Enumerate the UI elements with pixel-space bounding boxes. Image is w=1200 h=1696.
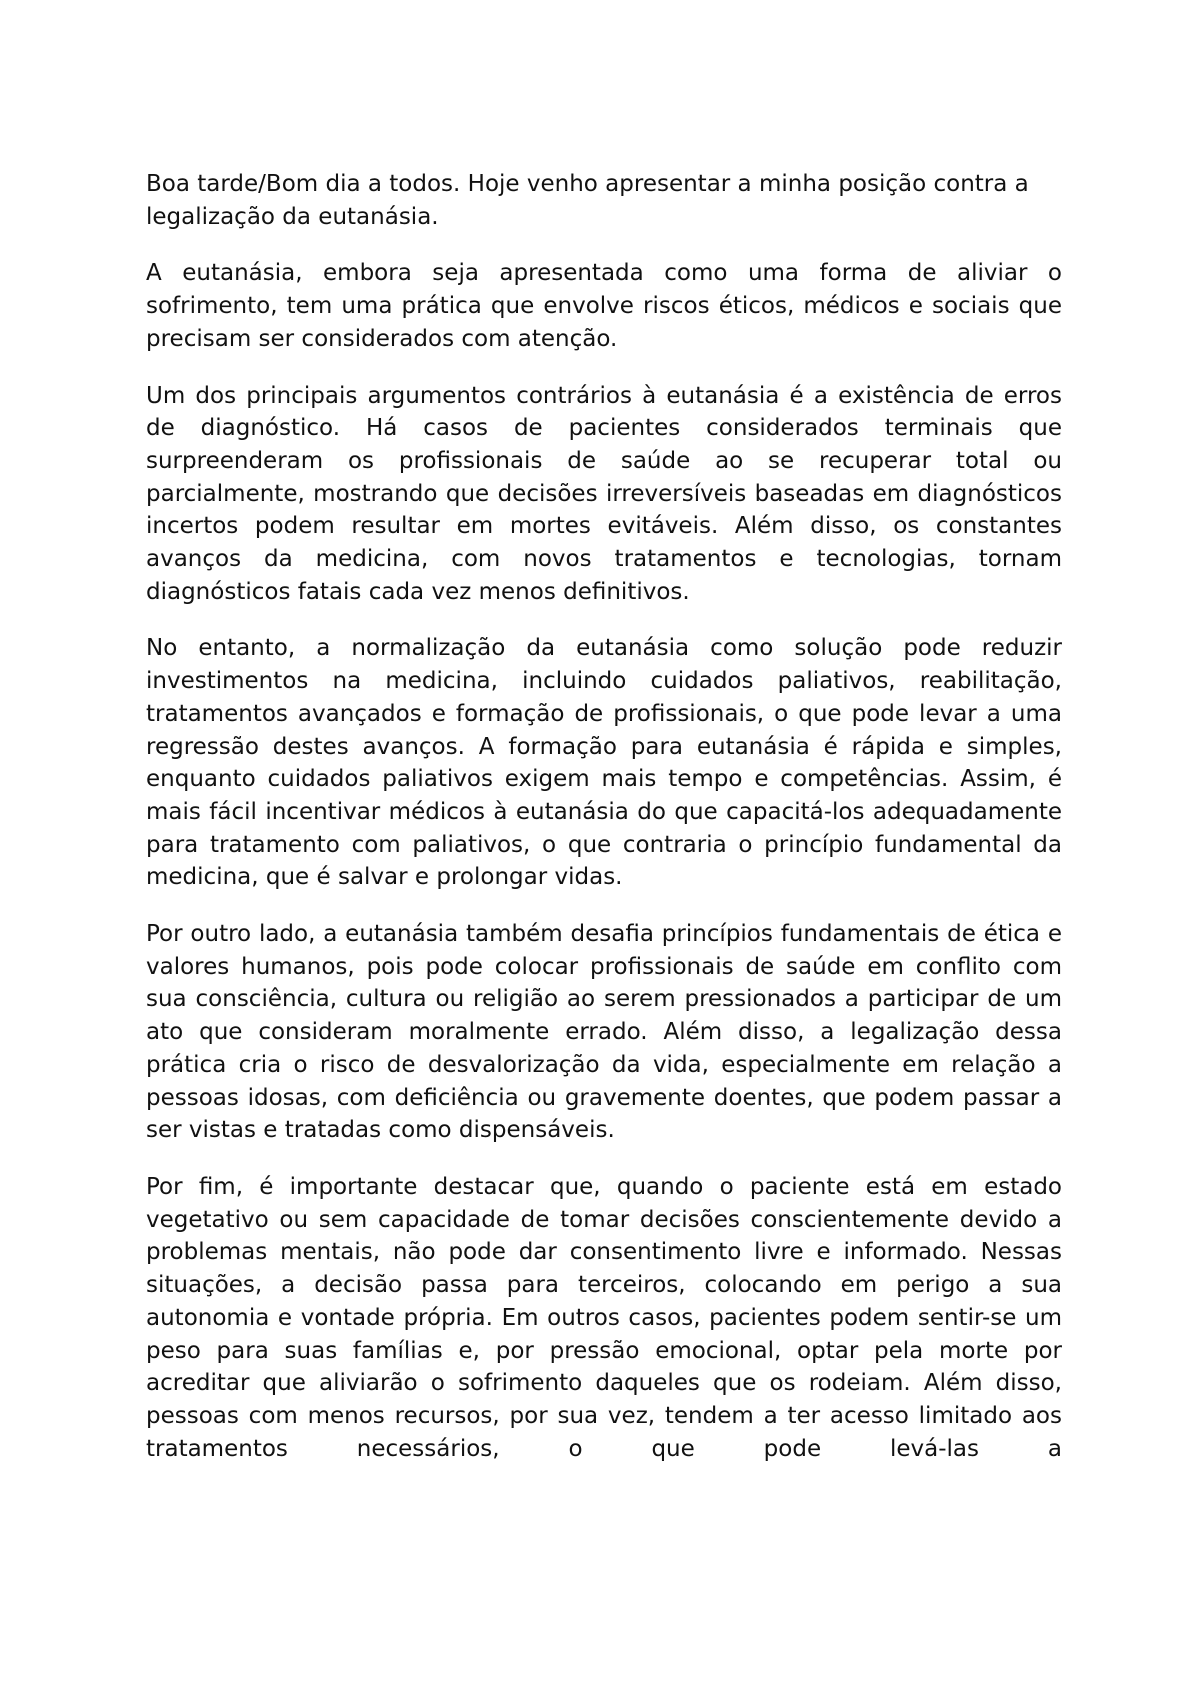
- paragraph-greeting: Boa tarde/Bom dia a todos. Hoje venho apresentar a minha posição contra a legalização da eutanásia.: [146, 171, 1029, 230]
- document-body: [146, 168, 1062, 1465]
- paragraph-ethics-values: Por outro lado, a eutanásia também desafia princípios fundamentais de ética e valores humanos, pois pode colocar profissionais de saúde em conflito com sua consciência, cultura ou religião ao serem pressionados a participar de um ato que consideram moralmente errado. Além disso, a legalização dessa prática cria o risco de desvalorização da vida, especialmente em relação a pessoas idosas, com deficiência ou gravemente doentes, que podem passar a ser vistas e tratadas como dispensáveis.: [146, 921, 1062, 1144]
- paragraph-medical-investment: No entanto, a normalização da eutanásia como solução pode reduzir investimentos na medicina, incluindo cuidados paliativos, reabilitação, tratamentos avançados e formação de profissionais, o que pode levar a uma regressão destes avanços. A formação para eutanásia é rápida e simples, enquanto cuidados paliativos exigem mais tempo e competências. Assim, é mais fácil incentivar médicos à eutanásia do que capacitá-los adequadamente para tratamento com paliativos, o que contraria o princípio fundamental da medicina, que é salvar e prolongar vidas.: [146, 635, 1062, 891]
- paragraph-introduction: A eutanásia, embora seja apresentada como uma forma de aliviar o sofrimento, tem uma prática que envolve riscos éticos, médicos e sociais que precisam ser considerados com atenção.: [146, 260, 1062, 352]
- paragraph-diagnostic-errors: Um dos principais argumentos contrários à eutanásia é a existência de erros de diagnóstico. Há casos de pacientes considerados terminais que surpreenderam os profissionais de saúde ao se recuperar total ou parcialmente, mostrando que decisões irreversíveis baseadas em diagnósticos incertos podem resultar em mortes evitáveis. Além disso, os constantes avanços da medicina, com novos tratamentos e tecnologias, tornam diagnósticos fatais cada vez menos definitivos.: [146, 382, 1062, 605]
- paragraph-consent-autonomy: Por fim, é importante destacar que, quando o paciente está em estado vegetativo ou sem capacidade de tomar decisões conscientemente devido a problemas mentais, não pode dar consentimento livre e informado. Nessas situações, a decisão passa para terceiros, colocando em perigo a sua autonomia e vontade própria. Em outros casos, pacientes podem sentir-se um peso para suas famílias e, por pressão emocional, optar pela morte por acreditar que aliviarão o sofrimento daqueles que os rodeiam. Além disso, pessoas com menos recursos, por sua vez, tendem a ter acesso limitado aos tratamentos necessários, o que pode levá-las a: [146, 1173, 1062, 1462]
